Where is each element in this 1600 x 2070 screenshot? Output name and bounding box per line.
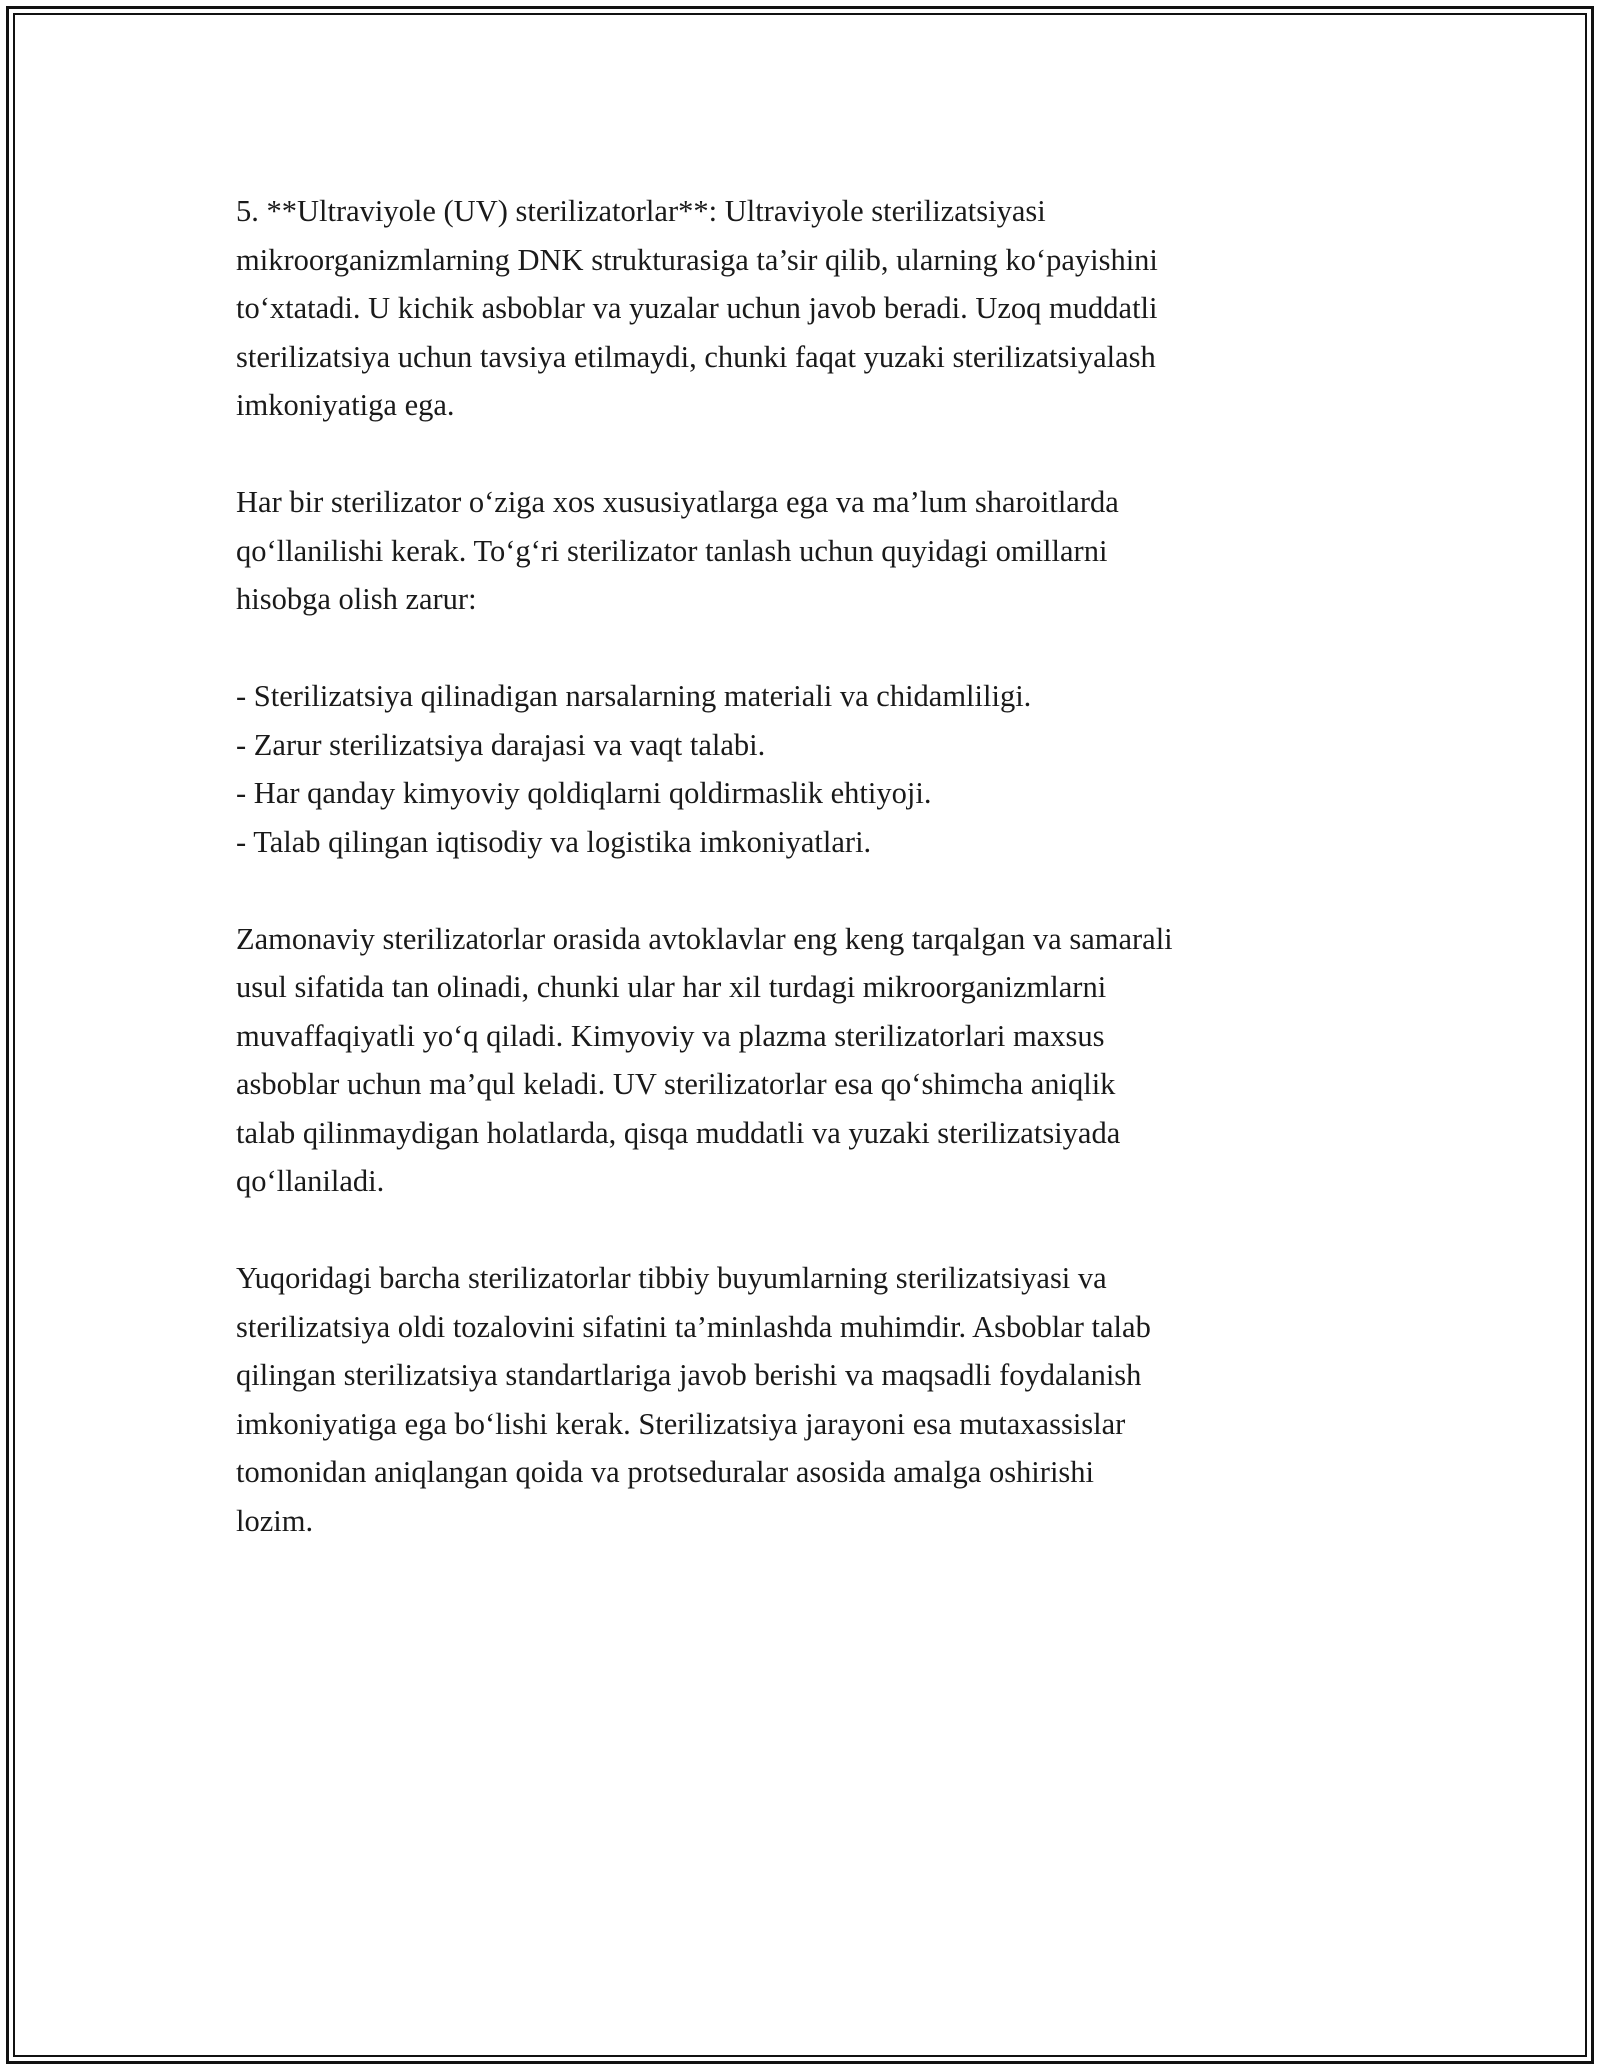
text-line: qoʻllanilishi kerak. Toʻgʻri sterilizator tanlash uchun quyidagi omillarni xyxy=(236,533,1108,568)
text-line: sterilizatsiya oldi tozalovini sifatini ta’minlashda muhimdir. Asboblar talab xyxy=(236,1309,1151,1344)
list-item: - Zarur sterilizatsiya darajasi va vaqt talabi. xyxy=(236,727,766,762)
text-line: Yuqoridagi barcha sterilizatorlar tibbiy buyumlarning sterilizatsiyasi va xyxy=(236,1261,1107,1295)
text-line: talab qilinmaydigan holatlarda, qisqa muddatli va yuzaki sterilizatsiyada xyxy=(236,1115,1121,1150)
text-line: usul sifatida tan olinadi, chunki ular har xil turdagi mikroorganizmlarni xyxy=(236,970,1107,1004)
text-line: sterilizatsiya uchun tavsiya etilmaydi, chunki faqat yuzaki sterilizatsiyalash xyxy=(236,339,1156,374)
text-line: tomonidan aniqlangan qoida va protseduralar asosida amalga oshirishi xyxy=(236,1455,1095,1489)
selection-factors-list xyxy=(236,672,1366,866)
text-line: lozim. xyxy=(236,1503,314,1538)
text-line: Zamonaviy sterilizatorlar orasida avtoklavlar eng keng tarqalgan va samarali xyxy=(236,921,1173,956)
text-line: mikroorganizmlarning DNK strukturasiga ta’sir qilib, ularning koʻpayishini xyxy=(236,242,1158,277)
paragraph-selection-intro xyxy=(236,478,1366,624)
text-line: hisobga olish zarur: xyxy=(236,582,477,616)
list-item: - Sterilizatsiya qilinadigan narsalarning materiali va chidamliligi. xyxy=(236,679,1032,713)
paragraph-modern-sterilizers xyxy=(236,915,1366,1206)
paragraph-uv-sterilizers xyxy=(236,187,1366,430)
text-line: qoʻllaniladi. xyxy=(236,1164,385,1198)
text-line: toʻxtatadi. U kichik asboblar va yuzalar uchun javob beradi. Uzoq muddatli xyxy=(236,291,1158,325)
text-line: muvaffaqiyatli yoʻq qiladi. Kimyoviy va plazma sterilizatorlari maxsus xyxy=(236,1018,1105,1053)
paragraph-conclusion xyxy=(236,1254,1366,1545)
list-item: - Talab qilingan iqtisodiy va logistika imkoniyatlari. xyxy=(236,824,872,859)
text-line: Har bir sterilizator oʻziga xos xususiyatlarga ega va ma’lum sharoitlarda xyxy=(236,485,1119,519)
text-line: imkoniyatiga ega. xyxy=(236,388,455,422)
list-item: - Har qanday kimyoviy qoldiqlarni qoldirmaslik ehtiyoji. xyxy=(236,776,932,810)
text-line: imkoniyatiga ega boʻlishi kerak. Sterilizatsiya jarayoni esa mutaxassislar xyxy=(236,1406,1126,1441)
text-line: 5. **Ultraviyole (UV) sterilizatorlar**: Ultraviyole sterilizatsiyasi xyxy=(236,194,1046,228)
text-line: qilingan sterilizatsiya standartlariga javob berishi va maqsadli foydalanish xyxy=(236,1358,1142,1392)
document-body xyxy=(236,187,1366,1594)
text-line: asboblar uchun ma’qul keladi. UV sterilizatorlar esa qoʻshimcha aniqlik xyxy=(236,1067,1116,1101)
